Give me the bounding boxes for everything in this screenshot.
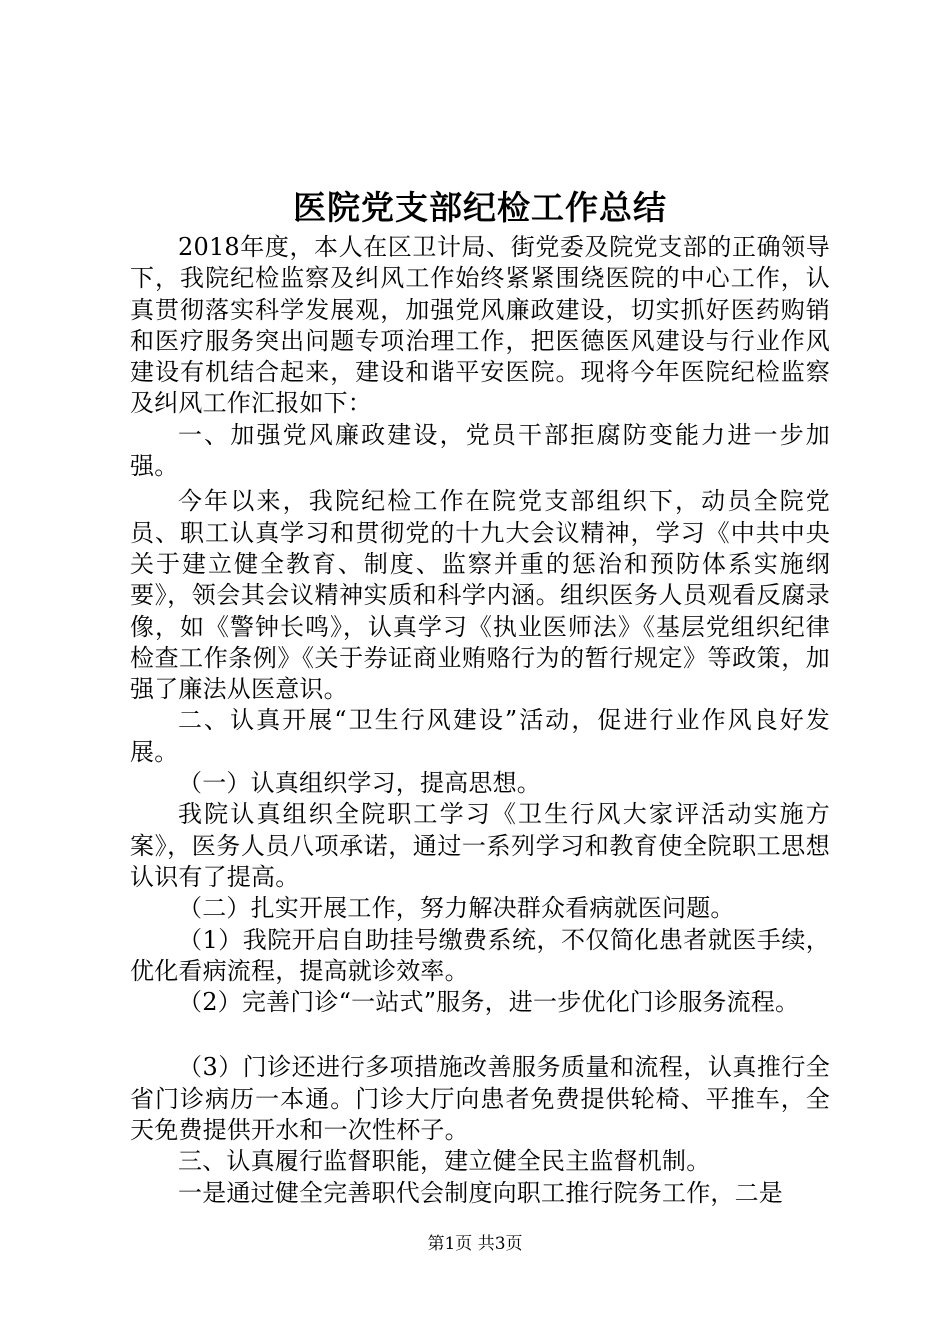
paragraph-intro: 2018年度，本人在区卫计局、街党委及院党支部的正确领导下，我院纪检监察及纠风工作始终紧紧围绕医院的中心工作，认真贯彻落实科学发展观，加强党风廉政建设，切实抓好医药购销和医疗服务突出问题专项治理工作，把医德医风建设与行业作风建设有机结合起来，建设和谐平安医院。现将今年医院纪检监察及纠风工作汇报如下： (130, 233, 830, 418)
document-page (130, 180, 830, 1209)
list-item-3: （3）门诊还进行多项措施改善服务质量和流程，认真推行全省门诊病历一本通。门诊大厅向患者免费提供轮椅、平推车，全天免费提供开水和一次性杯子。 (130, 1053, 830, 1145)
section-heading-1: 一、加强党风廉政建设，党员干部拒腐防变能力进一步加强。 (130, 420, 830, 481)
paragraph-section-3: 一是通过健全完善职代会制度向职工推行院务工作，二是 (178, 1178, 783, 1207)
section-heading-2: 二、认真开展“卫生行风建设”活动，促进行业作风良好发展。 (130, 706, 830, 766)
paragraph-2-1: 我院认真组织全院职工学习《卫生行风大家评活动实施方案》，医务人员八项承诺，通过一系列学习和教育使全院职工思想认识有了提高。 (130, 800, 830, 891)
list-item-2: （2）完善门诊“一站式”服务，进一步优化门诊服务流程。 (178, 988, 800, 1017)
document-title: 医院党支部纪检工作总结 (293, 188, 667, 227)
subheading-2-2: （二）扎实开展工作，努力解决群众看病就医问题。 (178, 894, 735, 923)
subheading-2-1: （一）认真组织学习，提高思想。 (178, 769, 541, 798)
list-item-1: （1）我院开启自助挂号缴费系统，不仅简化患者就医手续，优化看病流程，提高就诊效率。 (130, 925, 830, 985)
paragraph-section-1: 今年以来，我院纪检工作在院党支部组织下，动员全院党员、职工认真学习和贯彻党的十九大会议精神，学习《中共中央关于建立健全教育、制度、监察并重的惩治和预防体系实施纲要》，领会其会议精神实质和科学内涵。组织医务人员观看反腐录像，如《警钟长鸣》，认真学习《执业医师法》《基层党组织纪律检查工作条例》《关于券证商业贿赂行为的暂行规定》等政策，加强了廉法从医意识。 (130, 487, 830, 704)
section-heading-3: 三、认真履行监督职能，建立健全民主监督机制。 (178, 1147, 711, 1176)
page-footer: 第1页 共3页 (427, 1234, 523, 1254)
